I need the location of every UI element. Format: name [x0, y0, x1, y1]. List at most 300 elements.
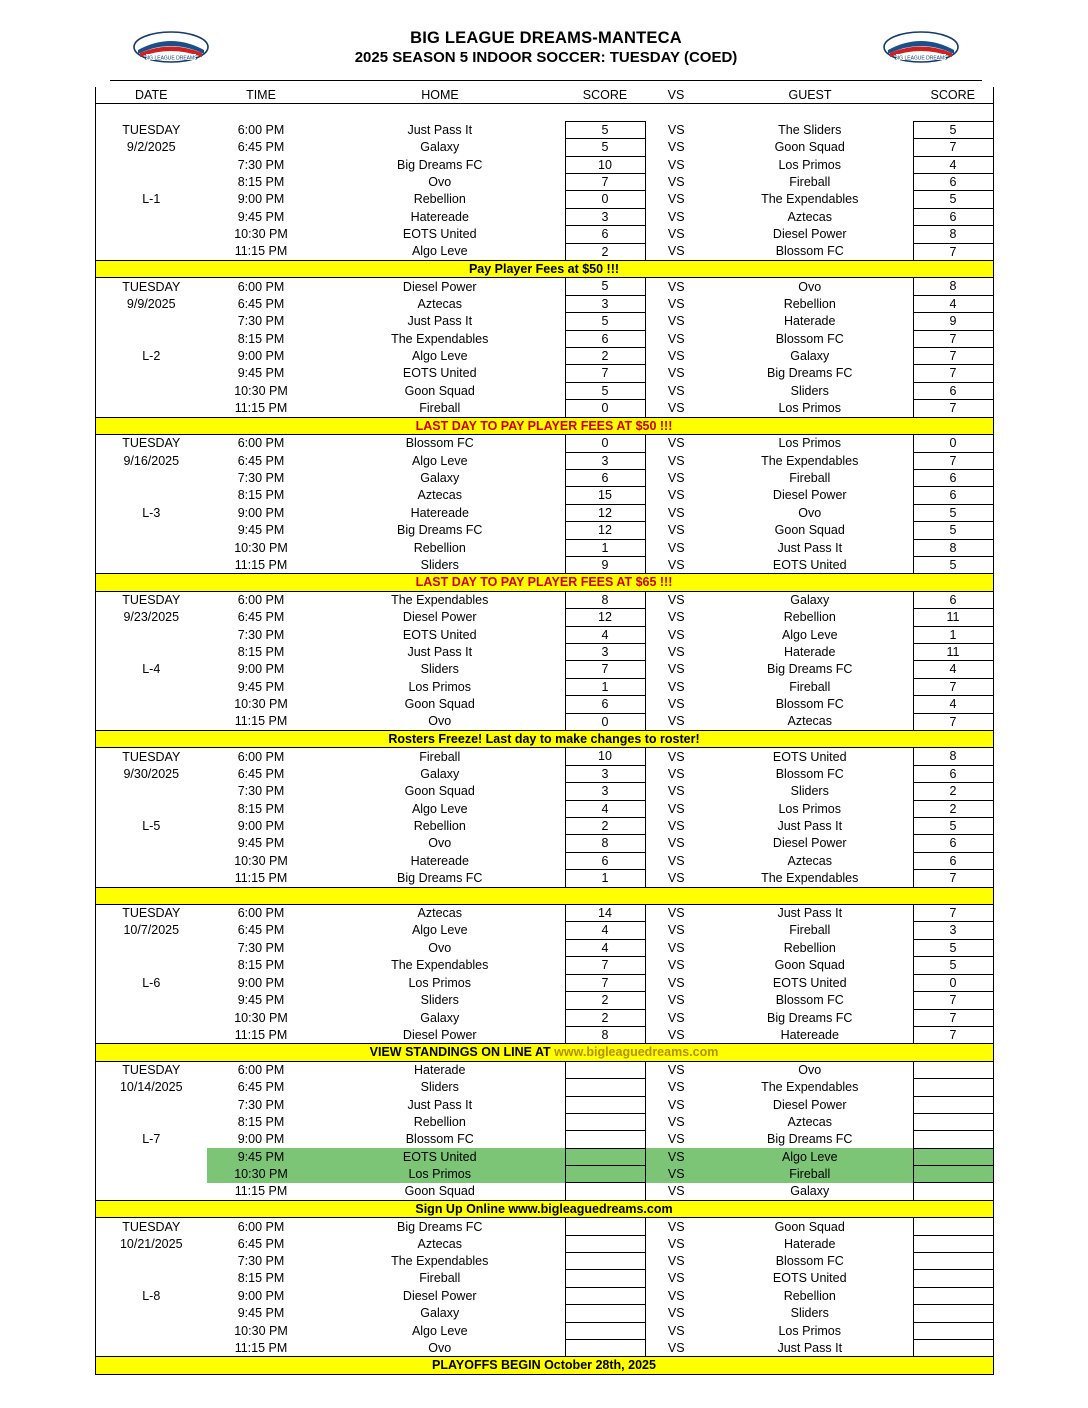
cell-guest-team: Sliders [790, 383, 829, 398]
cell-vs: VS [667, 662, 685, 677]
cell-guest-team: Blossom FC [775, 1254, 844, 1269]
cell-home-score: 10 [565, 156, 645, 173]
cell-home-team: Rebellion [413, 540, 466, 555]
cell-time: 7:30 PM [237, 1254, 285, 1269]
cell-guest-team: Aztecas [787, 853, 832, 868]
cell-guest-score: 7 [913, 243, 993, 260]
cell-home-score: 2 [565, 992, 645, 1009]
cell-guest-score: 7 [913, 905, 993, 922]
cell-home-score [565, 1061, 645, 1078]
table-row [95, 1113, 993, 1130]
table-row [95, 435, 993, 452]
cell-home-team: Diesel Power [402, 1027, 477, 1042]
cell-guest-team: Fireball [789, 470, 831, 485]
cell-time: 9:45 PM [237, 993, 285, 1008]
table-row [95, 626, 993, 643]
table-row [95, 400, 993, 417]
cell-guest-team: The Expendables [761, 1080, 859, 1095]
cell-guest-team: The Expendables [761, 192, 859, 207]
banner-text: LAST DAY TO PAY PLAYER FEES AT $65 !!! [95, 574, 993, 591]
cell-guest-score: 4 [913, 295, 993, 312]
cell-date: L-1 [95, 191, 207, 208]
cell-home-score [565, 1322, 645, 1339]
cell-vs: VS [667, 1306, 685, 1321]
banner-text: PLAYOFFS BEGIN October 28th, 2025 [95, 1357, 993, 1374]
page-header [110, 18, 982, 81]
cell-guest-team: Rebellion [783, 296, 836, 311]
banner-text [95, 887, 993, 904]
cell-guest-team: Haterade [784, 1236, 836, 1251]
cell-home-score: 3 [565, 452, 645, 469]
cell-home-score: 3 [565, 643, 645, 660]
cell-home-team: Los Primos [408, 975, 472, 990]
cell-time: 9:45 PM [237, 1306, 285, 1321]
cell-vs: VS [667, 975, 685, 990]
cell-guest-team: Blossom FC [775, 766, 844, 781]
cell-home-team: Aztecas [417, 1236, 462, 1251]
cell-date [95, 1270, 207, 1287]
cell-home-score [565, 1148, 645, 1165]
cell-time: 7:30 PM [237, 784, 285, 799]
cell-date: L-3 [95, 504, 207, 521]
cell-guest-score: 6 [913, 765, 993, 782]
cell-vs: VS [667, 1340, 685, 1355]
cell-home-team: Algo Leve [411, 453, 468, 468]
cell-home-team: Aztecas [417, 296, 462, 311]
cell-time: 6:45 PM [237, 1080, 285, 1095]
cell-date [95, 539, 207, 556]
cell-guest-team: Hatereade [780, 1027, 839, 1042]
cell-guest-team: Fireball [707, 1166, 913, 1183]
cell-home-score: 4 [565, 800, 645, 817]
table-row [95, 591, 993, 608]
cell-time: 10:30 PM [234, 540, 288, 555]
cell-vs: VS [667, 331, 685, 346]
cell-time: 9:00 PM [237, 349, 285, 364]
cell-guest-team: Ovo [798, 1062, 822, 1077]
cell-date: TUESDAY [95, 748, 207, 765]
cell-home-score: 8 [565, 591, 645, 608]
cell-home-team: Sliders [420, 1080, 459, 1095]
cell-guest-team: Big Dreams FC [767, 1132, 853, 1147]
cell-home-team: Ovo [428, 836, 452, 851]
cell-guest-score: 11 [913, 609, 993, 626]
cell-guest-team: Algo Leve [781, 627, 838, 642]
cell-time: 8:15 PM [237, 488, 285, 503]
cell-home-team: Ovo [428, 714, 452, 729]
cell-guest-score [913, 1113, 993, 1130]
cell-time: 9:45 PM [237, 836, 285, 851]
cell-vs: VS [667, 244, 685, 259]
column-header-time: TIME [207, 87, 315, 104]
cell-date: 10/21/2025 [95, 1235, 207, 1252]
cell-guest-team: Goon Squad [774, 1219, 845, 1234]
cell-home-score: 15 [565, 487, 645, 504]
cell-time: 8:15 PM [237, 1271, 285, 1286]
cell-home-team: Blossom FC [405, 436, 474, 451]
cell-time: 11:15 PM [234, 1340, 288, 1355]
table-row [95, 539, 993, 556]
cell-date [95, 852, 207, 869]
cell-date: TUESDAY [95, 591, 207, 608]
cell-date: TUESDAY [95, 905, 207, 922]
cell-home-team: Sliders [420, 662, 459, 677]
column-header-vs: VS [645, 87, 707, 104]
cell-date [95, 626, 207, 643]
cell-guest-score [913, 1061, 993, 1078]
cell-vs: VS [667, 836, 685, 851]
cell-guest-score: 3 [913, 922, 993, 939]
cell-guest-team: Los Primos [778, 401, 842, 416]
cell-vs: VS [667, 349, 685, 364]
banner-row [95, 1357, 993, 1374]
cell-home-score: 3 [565, 295, 645, 312]
column-header-date: DATE [95, 87, 207, 104]
cell-time: 9:45 PM [207, 1148, 315, 1165]
cell-home-team: Just Pass It [407, 644, 473, 659]
cell-vs: VS [667, 1097, 685, 1112]
cell-vs: VS [667, 279, 685, 294]
table-row [95, 1079, 993, 1096]
banner-row [95, 574, 993, 591]
cell-date [95, 939, 207, 956]
cell-home-score: 0 [565, 435, 645, 452]
cell-home-team: Los Primos [408, 679, 472, 694]
cell-time: 9:45 PM [237, 679, 285, 694]
cell-home-score: 5 [565, 121, 645, 138]
cell-guest-score: 2 [913, 800, 993, 817]
cell-home-score: 2 [565, 818, 645, 835]
cell-home-score [565, 1131, 645, 1148]
cell-guest-team: Fireball [789, 679, 831, 694]
table-row [95, 1305, 993, 1322]
banner-row [95, 1044, 993, 1061]
cell-time: 10:30 PM [234, 697, 288, 712]
cell-home-team: Hatereade [410, 505, 469, 520]
cell-home-team: Haterade [414, 1062, 466, 1077]
cell-home-score: 7 [565, 974, 645, 991]
banner-text: LAST DAY TO PAY PLAYER FEES AT $50 !!! [95, 417, 993, 434]
cell-vs: VS [667, 140, 685, 155]
cell-vs: VS [667, 314, 685, 329]
table-row [95, 818, 993, 835]
cell-home-score: 1 [565, 870, 645, 887]
cell-time: 10:30 PM [234, 227, 288, 242]
cell-guest-score: 7 [913, 678, 993, 695]
cell-guest-team: Big Dreams FC [767, 662, 853, 677]
cell-home-team: Rebellion [413, 819, 466, 834]
column-header-home: HOME [315, 87, 565, 104]
table-row [95, 852, 993, 869]
cell-home-team: Galaxy [420, 1010, 460, 1025]
cell-date: L-6 [95, 974, 207, 991]
cell-vs: VS [667, 784, 685, 799]
table-row [95, 504, 993, 521]
cell-home-team: EOTS United [402, 627, 477, 642]
cell-guest-team: Los Primos [778, 801, 842, 816]
cell-guest-score: 7 [913, 870, 993, 887]
cell-home-score: 0 [565, 713, 645, 730]
cell-guest-score: 7 [913, 1009, 993, 1026]
table-row [95, 992, 993, 1009]
cell-time: 6:00 PM [237, 1062, 285, 1077]
cell-home-team: The Expendables [391, 958, 489, 973]
cell-guest-score [913, 1166, 993, 1183]
cell-vs: VS [667, 366, 685, 381]
table-row [95, 226, 993, 243]
cell-vs: VS [667, 906, 685, 921]
cell-date [95, 243, 207, 260]
table-header-row [95, 87, 993, 104]
table-row [95, 835, 993, 852]
table-row [95, 1287, 993, 1304]
cell-guest-team: The Expendables [761, 453, 859, 468]
cell-guest-score [913, 1253, 993, 1270]
table-row [95, 1253, 993, 1270]
cell-guest-score: 8 [913, 226, 993, 243]
cell-home-team: Aztecas [417, 906, 462, 921]
cell-home-score: 6 [565, 696, 645, 713]
cell-home-score: 3 [565, 765, 645, 782]
cell-time: 10:30 PM [234, 1323, 288, 1338]
cell-time: 6:45 PM [237, 140, 285, 155]
cell-home-score [565, 1270, 645, 1287]
cell-date [95, 678, 207, 695]
cell-date: L-2 [95, 348, 207, 365]
cell-time: 8:15 PM [237, 801, 285, 816]
cell-guest-score: 6 [913, 835, 993, 852]
cell-guest-team: Rebellion [783, 610, 836, 625]
cell-date [95, 643, 207, 660]
cell-home-team: Diesel Power [402, 1288, 477, 1303]
cell-date [95, 1026, 207, 1043]
cell-vs: VS [667, 923, 685, 938]
cell-vs: VS [667, 227, 685, 242]
cell-guest-score [913, 1218, 993, 1235]
table-row [95, 313, 993, 330]
cell-time: 6:45 PM [237, 453, 285, 468]
cell-home-team: Diesel Power [402, 279, 477, 294]
table-row [95, 348, 993, 365]
cell-date [95, 174, 207, 191]
cell-guest-score: 8 [913, 748, 993, 765]
cell-guest-score: 5 [913, 121, 993, 138]
cell-vs: VS [667, 505, 685, 520]
cell-guest-team: Ovo [798, 505, 822, 520]
cell-vs: VS [667, 488, 685, 503]
cell-guest-score: 4 [913, 156, 993, 173]
table-row [95, 696, 993, 713]
cell-home-score: 1 [565, 539, 645, 556]
cell-guest-team: Sliders [790, 1306, 829, 1321]
cell-guest-score [913, 1235, 993, 1252]
cell-guest-team: EOTS United [772, 975, 847, 990]
cell-time: 6:00 PM [237, 122, 285, 137]
table-row [95, 922, 993, 939]
cell-guest-score: 8 [913, 539, 993, 556]
cell-home-team: Fireball [419, 1271, 461, 1286]
cell-vs: VS [667, 853, 685, 868]
table-row [95, 783, 993, 800]
cell-home-team: Ovo [428, 1340, 452, 1355]
table-row [95, 1270, 993, 1287]
cell-guest-team: Goon Squad [774, 140, 845, 155]
table-row [95, 243, 993, 260]
cell-guest-team: Big Dreams FC [767, 1010, 853, 1025]
table-row [95, 1026, 993, 1043]
cell-guest-team: Blossom FC [775, 993, 844, 1008]
cell-vs: VS [667, 1219, 685, 1234]
cell-guest-team: Diesel Power [772, 227, 847, 242]
table-row [95, 609, 993, 626]
cell-home-team: Just Pass It [407, 314, 473, 329]
table-row [95, 870, 993, 887]
cell-guest-score: 6 [913, 469, 993, 486]
cell-date: L-7 [95, 1131, 207, 1148]
cell-guest-team: Just Pass It [777, 906, 843, 921]
cell-home-score: 4 [565, 939, 645, 956]
table-row [95, 487, 993, 504]
table-row [95, 365, 993, 382]
cell-date [95, 313, 207, 330]
big-league-dreams-logo-icon [882, 30, 960, 64]
cell-time: 11:15 PM [234, 1184, 288, 1199]
cell-guest-score: 7 [913, 365, 993, 382]
cell-time: 9:00 PM [237, 192, 285, 207]
table-row [95, 905, 993, 922]
cell-home-team: The Expendables [391, 331, 489, 346]
cell-guest-team: Diesel Power [772, 488, 847, 503]
cell-date [95, 556, 207, 573]
table-row [95, 1096, 993, 1113]
cell-home-team: Just Pass It [407, 122, 473, 137]
cell-home-team: EOTS United [402, 366, 477, 381]
cell-date [95, 382, 207, 399]
cell-time: 7:30 PM [237, 1097, 285, 1112]
cell-home-score: 10 [565, 748, 645, 765]
cell-guest-score: 2 [913, 783, 993, 800]
cell-vs: VS [645, 1148, 707, 1165]
cell-home-score: 4 [565, 922, 645, 939]
cell-home-team: Fireball [419, 749, 461, 764]
cell-vs: VS [667, 192, 685, 207]
cell-home-score: 7 [565, 661, 645, 678]
cell-guest-score: 4 [913, 661, 993, 678]
cell-guest-score: 7 [913, 330, 993, 347]
cell-guest-score: 7 [913, 348, 993, 365]
cell-home-score: 2 [565, 243, 645, 260]
cell-home-score: 12 [565, 609, 645, 626]
cell-guest-score: 8 [913, 278, 993, 295]
cell-home-team: Sliders [420, 557, 459, 572]
cell-time: 6:45 PM [237, 1236, 285, 1251]
cell-date [95, 1322, 207, 1339]
banner-text[interactable]: VIEW STANDINGS ON LINE AT www.bigleaguedreams.com [95, 1044, 993, 1061]
cell-home-score: 7 [565, 174, 645, 191]
table-row [95, 1340, 993, 1357]
cell-vs: VS [667, 557, 685, 572]
table-row [95, 330, 993, 347]
cell-time: 11:15 PM [234, 1027, 288, 1042]
cell-guest-team: Just Pass It [777, 540, 843, 555]
cell-time: 9:45 PM [237, 209, 285, 224]
cell-guest-score: 9 [913, 313, 993, 330]
cell-time: 6:45 PM [237, 610, 285, 625]
cell-time: 6:00 PM [237, 1219, 285, 1234]
cell-guest-team: The Expendables [761, 871, 859, 886]
cell-home-team: Big Dreams FC [397, 157, 483, 172]
banner-row [95, 731, 993, 748]
cell-time: 6:45 PM [237, 766, 285, 781]
cell-vs: VS [667, 593, 685, 608]
cell-guest-score [913, 1131, 993, 1148]
cell-time: 8:15 PM [237, 175, 285, 190]
cell-guest-team: Blossom FC [775, 331, 844, 346]
cell-home-score: 6 [565, 469, 645, 486]
cell-date [95, 1340, 207, 1357]
cell-time: 7:30 PM [237, 314, 285, 329]
cell-guest-team: Diesel Power [772, 1097, 847, 1112]
cell-home-score: 7 [565, 365, 645, 382]
cell-home-score: 6 [565, 852, 645, 869]
cell-date [95, 1166, 207, 1183]
cell-date [95, 713, 207, 730]
cell-time: 8:15 PM [237, 1114, 285, 1129]
cell-home-team: Galaxy [420, 1306, 460, 1321]
cell-guest-team: Goon Squad [774, 958, 845, 973]
cell-guest-team: EOTS United [772, 557, 847, 572]
table-row [95, 556, 993, 573]
cell-home-team: Rebellion [413, 192, 466, 207]
cell-vs: VS [667, 993, 685, 1008]
cell-date: 9/30/2025 [95, 765, 207, 782]
cell-vs: VS [667, 1132, 685, 1147]
cell-guest-score: 7 [913, 992, 993, 1009]
cell-home-team: Goon Squad [404, 784, 475, 799]
cell-date [95, 156, 207, 173]
cell-guest-team: EOTS United [772, 1271, 847, 1286]
cell-guest-team: Just Pass It [777, 819, 843, 834]
cell-guest-team: Fireball [789, 923, 831, 938]
column-header-score: SCORE [565, 87, 645, 104]
cell-home-team: Just Pass It [407, 1097, 473, 1112]
table-row [95, 295, 993, 312]
cell-time: 8:15 PM [237, 958, 285, 973]
table-row [95, 191, 993, 208]
cell-home-score: 2 [565, 1009, 645, 1026]
cell-date [95, 835, 207, 852]
cell-home-score: 6 [565, 330, 645, 347]
cell-vs: VS [667, 697, 685, 712]
cell-time: 6:00 PM [237, 593, 285, 608]
cell-vs: VS [667, 523, 685, 538]
cell-vs: VS [667, 1184, 685, 1199]
cell-guest-team: Los Primos [778, 1323, 842, 1338]
cell-guest-score: 5 [913, 191, 993, 208]
cell-time: 7:30 PM [237, 627, 285, 642]
page-title: BIG LEAGUE DREAMS-MANTECA [410, 29, 682, 47]
cell-vs: VS [667, 627, 685, 642]
cell-date: L-8 [95, 1287, 207, 1304]
cell-home-team: Blossom FC [405, 1132, 474, 1147]
cell-date [95, 800, 207, 817]
table-row [95, 382, 993, 399]
cell-home-score: 0 [565, 400, 645, 417]
banner-row [95, 887, 993, 904]
cell-home-team: Fireball [419, 401, 461, 416]
cell-guest-team: EOTS United [772, 749, 847, 764]
cell-vs: VS [667, 1236, 685, 1251]
